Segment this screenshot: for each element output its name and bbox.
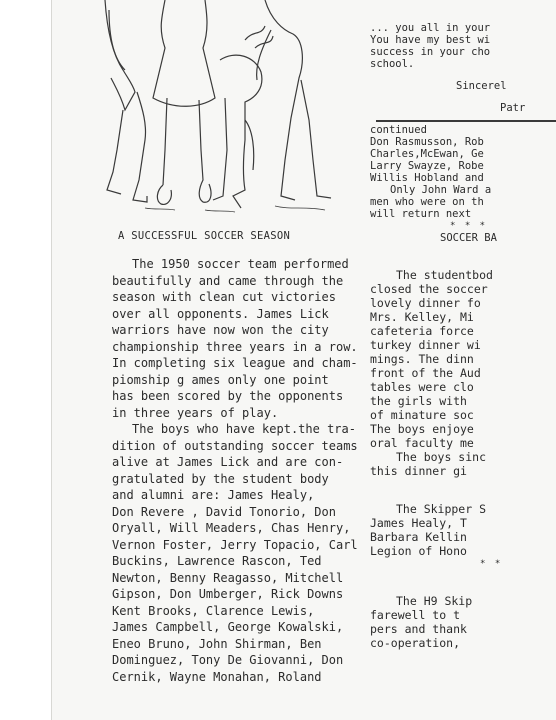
skipper-line: The Skipper S bbox=[396, 502, 487, 516]
article-column bbox=[112, 230, 374, 685]
banquet-line: oral faculty me bbox=[370, 436, 474, 450]
soccer-players-illustration bbox=[95, 0, 335, 222]
article-line: Newton, Benny Reagasso, Mitchell bbox=[112, 570, 344, 585]
separator-stars: * * * bbox=[450, 221, 488, 231]
article-line: The boys who have kept.the tra- bbox=[132, 422, 356, 436]
skipper-line: Barbara Kellin bbox=[370, 530, 467, 544]
article-line: Cernik, Wayne Monahan, Roland bbox=[112, 669, 322, 684]
article-line: Vernon Foster, Jerry Topacio, Carl bbox=[112, 537, 358, 552]
banquet-line: cafeteria force bbox=[370, 324, 474, 338]
banquet-line: The boys enjoye bbox=[370, 422, 474, 436]
banquet-line: the girls with bbox=[370, 394, 467, 408]
article-line: over all opponents. James Lick bbox=[112, 306, 329, 321]
banquet-line: front of the Aud bbox=[370, 366, 481, 380]
skipper-line: Legion of Hono bbox=[370, 544, 467, 558]
continued-line: Only John Ward a bbox=[390, 184, 492, 196]
article-line: Don Revere , David Tonorio, Don bbox=[112, 504, 336, 519]
article-line: Buckins, Lawrence Rascon, Ted bbox=[112, 554, 322, 568]
article-line: gratulated by the student body bbox=[112, 471, 329, 486]
letter-signature: Patr bbox=[500, 102, 526, 114]
banquet-line: tables were clo bbox=[370, 380, 474, 394]
section-heading: SOCCER BA bbox=[440, 232, 497, 244]
skipper-line: James Healy, T bbox=[370, 516, 467, 530]
farewell-line: The H9 Skip bbox=[396, 594, 473, 608]
continued-line: Larry Swayze, Robe bbox=[370, 160, 484, 172]
article-line: The 1950 soccer team performed bbox=[132, 257, 349, 271]
letter-line: You have my best wi bbox=[370, 34, 491, 46]
article-line: James Campbell, George Kowalski, bbox=[112, 620, 344, 634]
article-line: championship three years in a row. bbox=[112, 339, 358, 354]
letter-line: school. bbox=[370, 58, 415, 70]
article-line: Kent Brooks, Clarence Lewis, bbox=[112, 603, 315, 618]
article-line: and alumni are: James Healy, bbox=[112, 488, 315, 502]
banquet-line: this dinner gi bbox=[370, 464, 467, 478]
article-line: in three years of play. bbox=[112, 405, 279, 420]
banquet-line: lovely dinner fo bbox=[370, 296, 481, 310]
continued-line: Willis Hobland and bbox=[370, 172, 484, 184]
section-divider bbox=[376, 120, 556, 122]
banquet-line: mings. The dinn bbox=[370, 352, 474, 366]
farewell-line: farewell to t bbox=[370, 608, 461, 622]
continued-line: will return next bbox=[370, 208, 472, 220]
banquet-line: Mrs. Kelley, Mi bbox=[370, 310, 474, 324]
article-line: Dominguez, Tony De Giovanni, Don bbox=[112, 653, 344, 667]
banquet-line: closed the soccer bbox=[370, 282, 488, 296]
separator-stars: * * bbox=[480, 559, 503, 569]
article-line: Gipson, Don Umberger, Rick Downs bbox=[112, 587, 344, 601]
article-line: piomship g ames only one point bbox=[112, 372, 329, 387]
continued-line: men who were on th bbox=[370, 196, 484, 208]
continued-line: Don Rasmusson, Rob bbox=[370, 136, 484, 148]
article-line: has been scored by the opponents bbox=[112, 389, 344, 403]
right-column bbox=[370, 22, 556, 702]
letter-line: success in your cho bbox=[370, 46, 491, 58]
article-line: season with clean cut victories bbox=[112, 290, 336, 304]
banquet-line: turkey dinner wi bbox=[370, 338, 481, 352]
article-line: warriors have now won the city bbox=[112, 323, 329, 337]
banquet-line: of minature soc bbox=[370, 408, 474, 422]
letter-closing: Sincerel bbox=[456, 80, 507, 92]
banquet-line: The studentbod bbox=[396, 268, 493, 282]
continued-line: Charles,McEwan, Ge bbox=[370, 148, 484, 160]
article-line: Eneo Bruno, John Shirman, Ben bbox=[112, 636, 322, 651]
page-margin bbox=[0, 0, 52, 720]
banquet-line: The boys sinc bbox=[396, 450, 487, 464]
article-line: beautifully and came through the bbox=[112, 273, 344, 288]
page-edge bbox=[51, 0, 52, 720]
article-line: Oryall, Will Meaders, Chas Henry, bbox=[112, 521, 351, 535]
letter-line: ... you all in your bbox=[370, 22, 491, 34]
article-line: alive at James Lick and are con- bbox=[112, 455, 344, 469]
continued-label: continued bbox=[370, 124, 427, 136]
article-line: dition of outstanding soccer teams bbox=[112, 438, 358, 453]
farewell-line: pers and thank bbox=[370, 622, 467, 636]
article-line: In completing six league and cham- bbox=[112, 356, 358, 370]
farewell-line: co-operation, bbox=[370, 636, 461, 650]
article-headline: A SUCCESSFUL SOCCER SEASON bbox=[118, 230, 291, 242]
